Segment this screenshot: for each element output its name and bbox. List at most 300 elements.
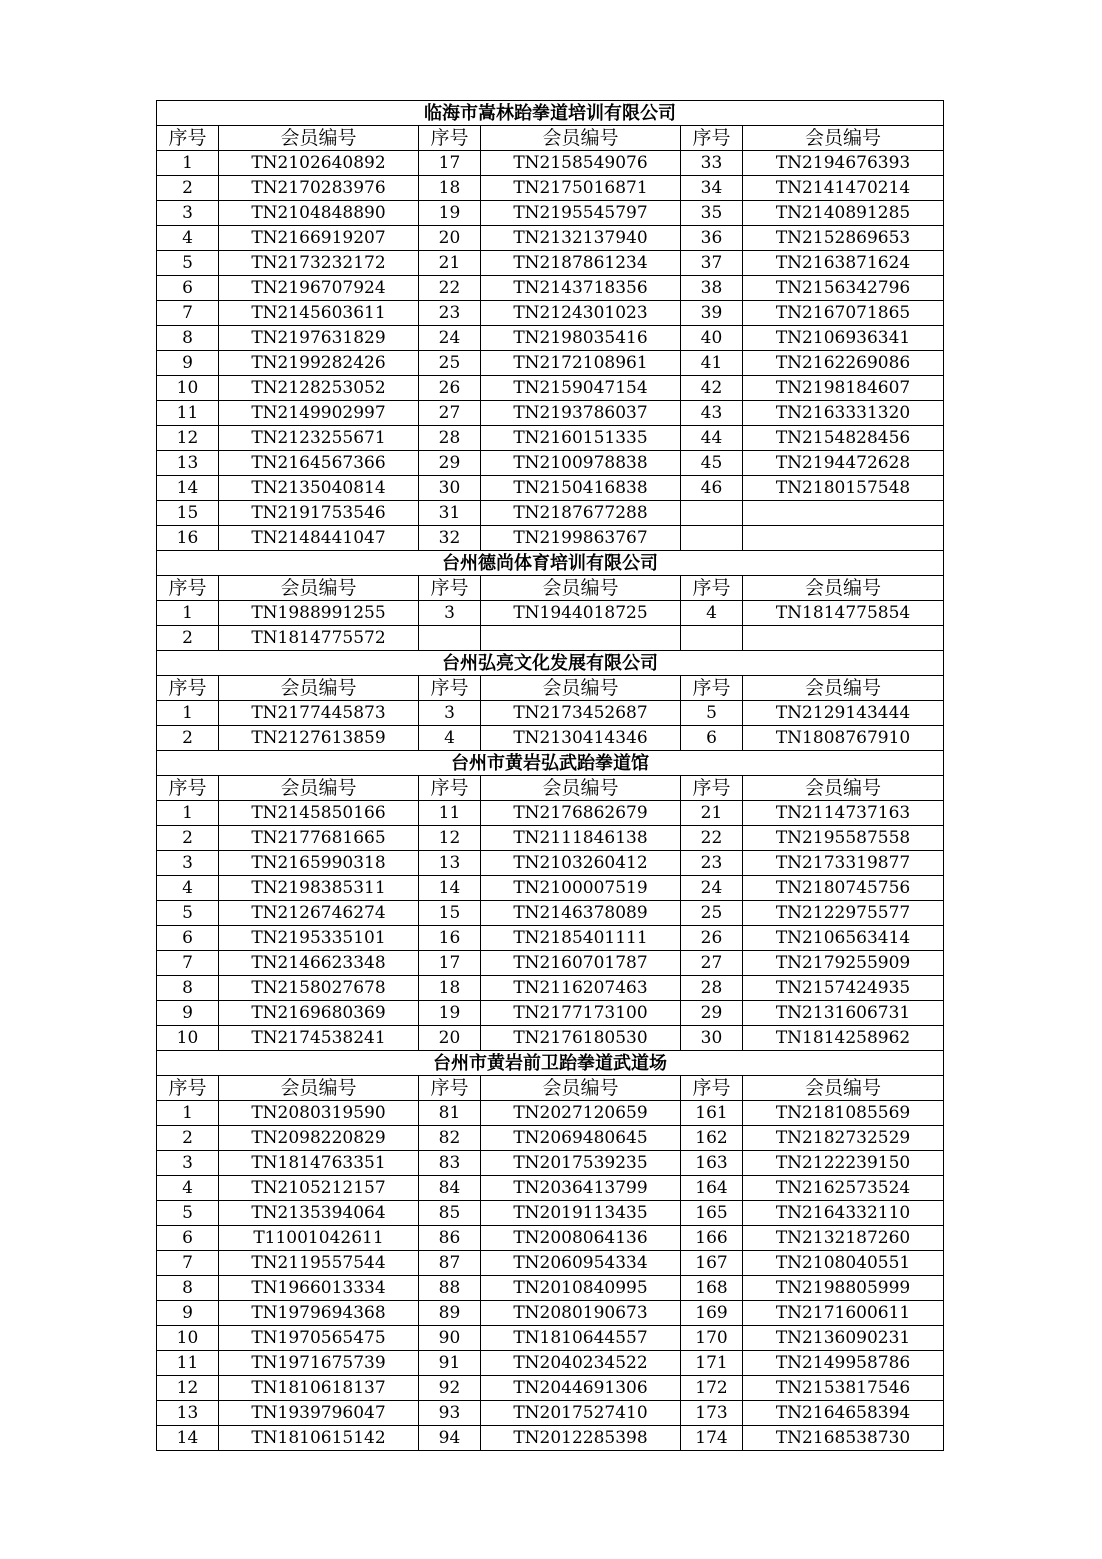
member-table-body [157, 101, 944, 1451]
table-row [157, 1301, 944, 1326]
member-id-cell: TN2008064136 [481, 1226, 681, 1251]
seq-cell: 165 [681, 1201, 743, 1226]
member-id-cell: TN2130414346 [481, 726, 681, 751]
seq-cell: 172 [681, 1376, 743, 1401]
seq-cell: 91 [419, 1351, 481, 1376]
seq-cell: 171 [681, 1351, 743, 1376]
seq-cell: 40 [681, 326, 743, 351]
member-id-cell: TN2152869653 [743, 226, 944, 251]
seq-cell: 5 [157, 251, 219, 276]
seq-cell: 7 [157, 1251, 219, 1276]
seq-cell: 6 [681, 726, 743, 751]
member-id-cell: TN2017527410 [481, 1401, 681, 1426]
seq-cell: 88 [419, 1276, 481, 1301]
seq-cell: 13 [419, 851, 481, 876]
seq-cell: 5 [157, 901, 219, 926]
seq-cell: 10 [157, 1326, 219, 1351]
seq-cell: 168 [681, 1276, 743, 1301]
seq-cell: 7 [157, 951, 219, 976]
member-id-cell: TN2160701787 [481, 951, 681, 976]
member-id-cell: TN2136090231 [743, 1326, 944, 1351]
seq-cell: 12 [157, 426, 219, 451]
section-title: 台州市黄岩弘武跆拳道馆 [157, 751, 944, 776]
member-id-header: 会员编号 [481, 576, 681, 601]
seq-cell: 11 [157, 1351, 219, 1376]
seq-cell: 29 [419, 451, 481, 476]
seq-cell: 17 [419, 151, 481, 176]
member-id-cell: TN2191753546 [219, 501, 419, 526]
member-id-cell: TN2146378089 [481, 901, 681, 926]
member-id-cell: TN2146623348 [219, 951, 419, 976]
seq-cell: 2 [157, 826, 219, 851]
seq-header: 序号 [419, 126, 481, 151]
seq-cell: 14 [157, 1426, 219, 1451]
table-row [157, 301, 944, 326]
member-id-cell: TN2140891285 [743, 201, 944, 226]
member-id-cell: TN2104848890 [219, 201, 419, 226]
seq-header: 序号 [681, 126, 743, 151]
seq-cell: 27 [681, 951, 743, 976]
seq-cell: 85 [419, 1201, 481, 1226]
member-id-cell: TN1814258962 [743, 1026, 944, 1051]
member-id-cell: TN2154828456 [743, 426, 944, 451]
member-id-cell: TN2198035416 [481, 326, 681, 351]
seq-cell: 89 [419, 1301, 481, 1326]
column-header-row [157, 126, 944, 151]
member-id-cell: TN2145603611 [219, 301, 419, 326]
seq-cell: 161 [681, 1101, 743, 1126]
member-id-cell: TN2027120659 [481, 1101, 681, 1126]
member-id-cell: TN2198805999 [743, 1276, 944, 1301]
member-id-header: 会员编号 [219, 1076, 419, 1101]
member-id-cell: TN1808767910 [743, 726, 944, 751]
member-id-header: 会员编号 [481, 1076, 681, 1101]
table-row [157, 251, 944, 276]
seq-cell: 20 [419, 226, 481, 251]
seq-cell: 24 [681, 876, 743, 901]
section-title: 台州德尚体育培训有限公司 [157, 551, 944, 576]
seq-cell: 3 [157, 201, 219, 226]
member-id-cell: TN1970565475 [219, 1326, 419, 1351]
seq-cell: 83 [419, 1151, 481, 1176]
seq-cell: 170 [681, 1326, 743, 1351]
member-id-cell: TN2170283976 [219, 176, 419, 201]
seq-cell: 16 [157, 526, 219, 551]
seq-cell: 30 [419, 476, 481, 501]
seq-cell: 21 [681, 801, 743, 826]
member-id-cell: TN1988991255 [219, 601, 419, 626]
member-id-cell: TN2187677288 [481, 501, 681, 526]
seq-header: 序号 [419, 1076, 481, 1101]
seq-cell: 5 [157, 1201, 219, 1226]
member-id-cell: TN2153817546 [743, 1376, 944, 1401]
column-header-row [157, 1076, 944, 1101]
seq-cell: 11 [157, 401, 219, 426]
member-id-cell: TN2143718356 [481, 276, 681, 301]
seq-header: 序号 [157, 776, 219, 801]
member-id-cell: TN2106563414 [743, 926, 944, 951]
section-title-row [157, 1051, 944, 1076]
seq-cell: 163 [681, 1151, 743, 1176]
member-id-cell: TN1814775572 [219, 626, 419, 651]
seq-cell: 27 [419, 401, 481, 426]
member-id-cell: TN2199863767 [481, 526, 681, 551]
seq-cell: 34 [681, 176, 743, 201]
member-id-cell: TN2174538241 [219, 1026, 419, 1051]
table-row [157, 726, 944, 751]
table-row [157, 1351, 944, 1376]
member-id-cell: TN2069480645 [481, 1126, 681, 1151]
member-id-cell: TN2196707924 [219, 276, 419, 301]
seq-cell [419, 626, 481, 651]
seq-header: 序号 [419, 576, 481, 601]
table-row [157, 1176, 944, 1201]
column-header-row [157, 576, 944, 601]
member-id-header: 会员编号 [219, 126, 419, 151]
seq-cell: 1 [157, 601, 219, 626]
table-row [157, 376, 944, 401]
seq-cell: 13 [157, 1401, 219, 1426]
member-id-cell: TN2102640892 [219, 151, 419, 176]
seq-cell: 9 [157, 351, 219, 376]
table-row [157, 1151, 944, 1176]
seq-cell: 1 [157, 151, 219, 176]
seq-cell: 92 [419, 1376, 481, 1401]
member-id-cell: TN2106936341 [743, 326, 944, 351]
seq-cell: 15 [419, 901, 481, 926]
member-table [156, 100, 944, 1451]
member-id-cell: TN2173452687 [481, 701, 681, 726]
table-row [157, 201, 944, 226]
seq-cell: 2 [157, 176, 219, 201]
table-row [157, 401, 944, 426]
seq-header: 序号 [681, 676, 743, 701]
seq-cell: 14 [419, 876, 481, 901]
seq-cell: 7 [157, 301, 219, 326]
member-id-cell: TN2105212157 [219, 1176, 419, 1201]
seq-cell: 37 [681, 251, 743, 276]
table-row [157, 176, 944, 201]
seq-cell: 169 [681, 1301, 743, 1326]
member-id-cell: TN2010840995 [481, 1276, 681, 1301]
seq-cell: 36 [681, 226, 743, 251]
member-id-header: 会员编号 [219, 676, 419, 701]
member-id-cell: TN2100007519 [481, 876, 681, 901]
member-id-cell: TN2129143444 [743, 701, 944, 726]
member-id-cell: TN2193786037 [481, 401, 681, 426]
member-id-cell: TN2172108961 [481, 351, 681, 376]
member-id-cell: TN2185401111 [481, 926, 681, 951]
member-id-cell: TN2119557544 [219, 1251, 419, 1276]
member-id-cell: TN2044691306 [481, 1376, 681, 1401]
member-id-cell: TN2181085569 [743, 1101, 944, 1126]
member-id-cell: TN2157424935 [743, 976, 944, 1001]
member-id-cell: TN2116207463 [481, 976, 681, 1001]
seq-cell: 8 [157, 976, 219, 1001]
table-row [157, 1251, 944, 1276]
table-row [157, 701, 944, 726]
table-row [157, 1376, 944, 1401]
member-id-cell: TN2135394064 [219, 1201, 419, 1226]
member-id-header: 会员编号 [219, 776, 419, 801]
member-id-cell: TN1939796047 [219, 1401, 419, 1426]
section-title: 临海市嵩林跆拳道培训有限公司 [157, 101, 944, 126]
member-id-cell: TN2132187260 [743, 1226, 944, 1251]
seq-cell: 94 [419, 1426, 481, 1451]
seq-cell: 8 [157, 1276, 219, 1301]
seq-cell: 82 [419, 1126, 481, 1151]
seq-cell: 90 [419, 1326, 481, 1351]
member-id-cell: TN2123255671 [219, 426, 419, 451]
member-id-cell: TN2114737163 [743, 801, 944, 826]
table-row [157, 1026, 944, 1051]
seq-cell: 20 [419, 1026, 481, 1051]
seq-header: 序号 [681, 576, 743, 601]
member-id-cell: TN2176180530 [481, 1026, 681, 1051]
member-id-cell: TN2060954334 [481, 1251, 681, 1276]
member-id-cell: TN2177173100 [481, 1001, 681, 1026]
table-row [157, 501, 944, 526]
member-id-cell: TN2199282426 [219, 351, 419, 376]
member-id-cell: TN2162269086 [743, 351, 944, 376]
member-id-cell: TN2127613859 [219, 726, 419, 751]
member-id-cell: TN2122239150 [743, 1151, 944, 1176]
member-id-cell: TN2187861234 [481, 251, 681, 276]
member-id-cell [743, 626, 944, 651]
seq-cell [681, 526, 743, 551]
seq-cell: 22 [681, 826, 743, 851]
seq-cell: 14 [157, 476, 219, 501]
seq-cell: 93 [419, 1401, 481, 1426]
seq-cell: 1 [157, 801, 219, 826]
member-id-cell: TN2169680369 [219, 1001, 419, 1026]
column-header-row [157, 676, 944, 701]
table-row [157, 801, 944, 826]
member-id-header: 会员编号 [481, 676, 681, 701]
member-id-cell: TN2180745756 [743, 876, 944, 901]
member-id-cell: TN2198385311 [219, 876, 419, 901]
seq-cell: 84 [419, 1176, 481, 1201]
seq-cell: 3 [419, 701, 481, 726]
seq-cell: 3 [419, 601, 481, 626]
section-title-row [157, 751, 944, 776]
member-id-cell: T11001042611 [219, 1226, 419, 1251]
member-id-cell: TN2162573524 [743, 1176, 944, 1201]
member-id-cell: TN2148441047 [219, 526, 419, 551]
member-id-header: 会员编号 [743, 1076, 944, 1101]
member-id-cell: TN2166919207 [219, 226, 419, 251]
member-id-cell: TN2167071865 [743, 301, 944, 326]
seq-cell: 167 [681, 1251, 743, 1276]
seq-cell: 38 [681, 276, 743, 301]
member-id-cell: TN2182732529 [743, 1126, 944, 1151]
seq-header: 序号 [419, 776, 481, 801]
member-id-cell: TN2103260412 [481, 851, 681, 876]
seq-header: 序号 [157, 1076, 219, 1101]
seq-cell: 4 [681, 601, 743, 626]
seq-cell: 1 [157, 1101, 219, 1126]
seq-cell: 33 [681, 151, 743, 176]
seq-cell: 10 [157, 376, 219, 401]
member-id-cell: TN2145850166 [219, 801, 419, 826]
seq-cell: 26 [419, 376, 481, 401]
seq-cell: 6 [157, 276, 219, 301]
table-row [157, 1401, 944, 1426]
member-id-cell: TN2158549076 [481, 151, 681, 176]
seq-cell: 46 [681, 476, 743, 501]
section-title-row [157, 551, 944, 576]
section-title-row [157, 101, 944, 126]
member-id-cell: TN2080319590 [219, 1101, 419, 1126]
seq-cell: 1 [157, 701, 219, 726]
member-id-cell: TN1814775854 [743, 601, 944, 626]
member-id-cell: TN2177445873 [219, 701, 419, 726]
seq-header: 序号 [681, 1076, 743, 1101]
seq-cell: 86 [419, 1226, 481, 1251]
member-id-cell [481, 626, 681, 651]
table-row [157, 1126, 944, 1151]
member-id-cell: TN2012285398 [481, 1426, 681, 1451]
seq-cell: 3 [157, 1151, 219, 1176]
member-id-cell: TN2017539235 [481, 1151, 681, 1176]
seq-cell: 2 [157, 1126, 219, 1151]
seq-header: 序号 [419, 676, 481, 701]
member-id-cell: TN2036413799 [481, 1176, 681, 1201]
table-row [157, 451, 944, 476]
seq-cell: 9 [157, 1001, 219, 1026]
member-id-cell: TN2195587558 [743, 826, 944, 851]
seq-cell: 8 [157, 326, 219, 351]
member-id-header: 会员编号 [743, 576, 944, 601]
member-id-cell: TN2156342796 [743, 276, 944, 301]
member-id-cell: TN1944018725 [481, 601, 681, 626]
member-id-cell: TN2135040814 [219, 476, 419, 501]
member-id-cell: TN2177681665 [219, 826, 419, 851]
seq-cell: 45 [681, 451, 743, 476]
seq-cell: 81 [419, 1101, 481, 1126]
member-id-cell: TN2149958786 [743, 1351, 944, 1376]
member-id-cell: TN2150416838 [481, 476, 681, 501]
seq-cell: 4 [157, 1176, 219, 1201]
seq-cell: 11 [419, 801, 481, 826]
table-row [157, 901, 944, 926]
seq-header: 序号 [157, 126, 219, 151]
seq-cell: 43 [681, 401, 743, 426]
seq-cell: 10 [157, 1026, 219, 1051]
member-id-cell: TN2176862679 [481, 801, 681, 826]
seq-cell: 5 [681, 701, 743, 726]
seq-cell: 3 [157, 851, 219, 876]
member-id-cell: TN2173232172 [219, 251, 419, 276]
seq-cell: 18 [419, 176, 481, 201]
seq-cell: 35 [681, 201, 743, 226]
member-id-cell: TN2124301023 [481, 301, 681, 326]
seq-cell: 173 [681, 1401, 743, 1426]
seq-cell: 41 [681, 351, 743, 376]
seq-cell: 23 [419, 301, 481, 326]
member-id-cell: TN2164332110 [743, 1201, 944, 1226]
table-row [157, 276, 944, 301]
seq-cell: 6 [157, 1226, 219, 1251]
member-id-cell: TN2163871624 [743, 251, 944, 276]
seq-cell: 13 [157, 451, 219, 476]
seq-header: 序号 [157, 676, 219, 701]
seq-cell: 30 [681, 1026, 743, 1051]
table-row [157, 826, 944, 851]
table-row [157, 926, 944, 951]
section-title: 台州弘亮文化发展有限公司 [157, 651, 944, 676]
table-row [157, 1276, 944, 1301]
table-row [157, 351, 944, 376]
seq-cell: 162 [681, 1126, 743, 1151]
seq-cell: 12 [157, 1376, 219, 1401]
member-id-cell: TN2126746274 [219, 901, 419, 926]
member-id-cell: TN2158027678 [219, 976, 419, 1001]
seq-cell: 9 [157, 1301, 219, 1326]
member-id-cell: TN2159047154 [481, 376, 681, 401]
seq-cell: 26 [681, 926, 743, 951]
table-row [157, 601, 944, 626]
seq-cell: 87 [419, 1251, 481, 1276]
seq-cell [681, 501, 743, 526]
member-id-cell: TN1979694368 [219, 1301, 419, 1326]
member-id-cell: TN2175016871 [481, 176, 681, 201]
seq-cell: 17 [419, 951, 481, 976]
member-id-cell: TN2173319877 [743, 851, 944, 876]
member-id-header: 会员编号 [481, 126, 681, 151]
seq-cell: 28 [681, 976, 743, 1001]
member-id-header: 会员编号 [743, 676, 944, 701]
table-row [157, 1101, 944, 1126]
table-row [157, 951, 944, 976]
seq-cell: 39 [681, 301, 743, 326]
seq-cell: 42 [681, 376, 743, 401]
seq-cell: 2 [157, 626, 219, 651]
member-id-cell: TN2168538730 [743, 1426, 944, 1451]
member-id-cell: TN1966013334 [219, 1276, 419, 1301]
member-id-cell: TN2198184607 [743, 376, 944, 401]
seq-cell: 6 [157, 926, 219, 951]
member-id-cell: TN1810615142 [219, 1426, 419, 1451]
seq-cell: 4 [419, 726, 481, 751]
seq-header: 序号 [157, 576, 219, 601]
member-id-cell: TN2132137940 [481, 226, 681, 251]
member-id-cell: TN2163331320 [743, 401, 944, 426]
member-id-cell: TN2108040551 [743, 1251, 944, 1276]
member-id-header: 会员编号 [481, 776, 681, 801]
seq-cell: 4 [157, 876, 219, 901]
member-id-cell: TN2194676393 [743, 151, 944, 176]
member-id-cell [743, 501, 944, 526]
member-id-cell: TN2128253052 [219, 376, 419, 401]
table-row [157, 1201, 944, 1226]
table-row [157, 476, 944, 501]
member-id-cell: TN2019113435 [481, 1201, 681, 1226]
table-row [157, 1001, 944, 1026]
table-row [157, 1326, 944, 1351]
seq-cell: 22 [419, 276, 481, 301]
member-id-cell: TN2100978838 [481, 451, 681, 476]
seq-cell: 19 [419, 1001, 481, 1026]
member-id-cell: TN1810644557 [481, 1326, 681, 1351]
member-id-cell: TN1810618137 [219, 1376, 419, 1401]
member-id-header: 会员编号 [219, 576, 419, 601]
seq-cell: 15 [157, 501, 219, 526]
table-row [157, 851, 944, 876]
member-id-cell: TN2195545797 [481, 201, 681, 226]
member-id-cell: TN2179255909 [743, 951, 944, 976]
member-id-cell: TN2122975577 [743, 901, 944, 926]
